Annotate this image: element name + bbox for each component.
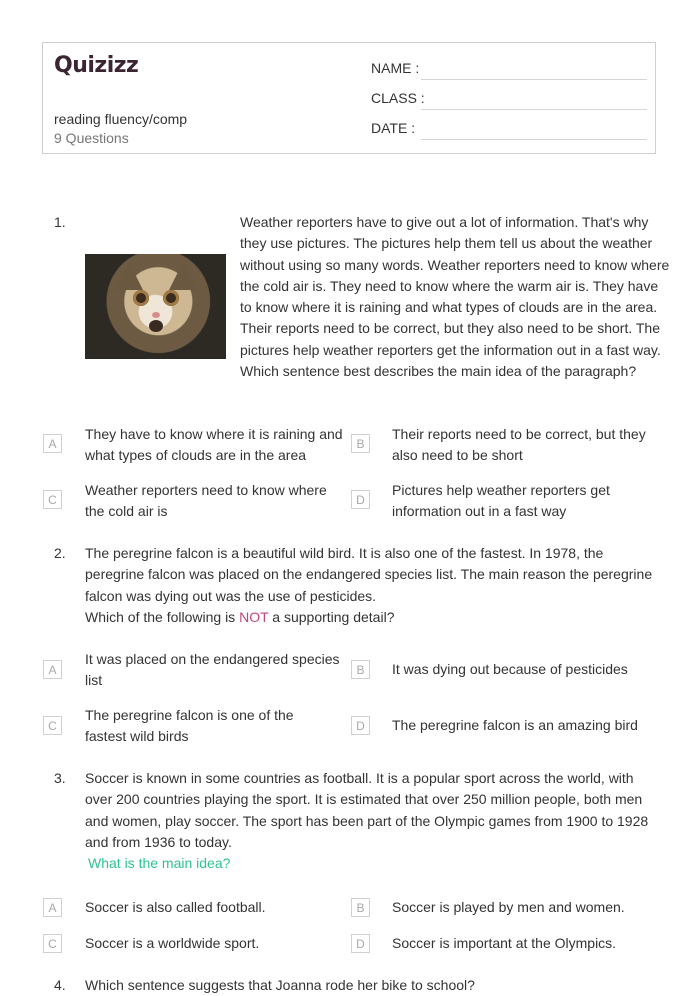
question-passage: Weather reporters have to give out a lot of information. That's why they use pictures. The pictures help them tell us about the weather without using so many words. Weather reporters need to know where the cold air is. They need to know where the warm air is. They have to know where it is raining and what types of clouds are in the area. Their reports need to be correct, but they also need to be short. The pictures help weather reporters get the information out in a fast way. (240, 214, 670, 358)
cat-ear-shape (115, 262, 143, 290)
option-text[interactable]: Soccer is a worldwide sport. (85, 935, 260, 951)
option-text[interactable]: It was dying out because of pesticides (392, 661, 628, 677)
option-text[interactable]: Soccer is important at the Olympics. (392, 935, 617, 951)
option-text[interactable]: The peregrine falcon is one of the fastest wild birds (85, 707, 294, 744)
option-letter-d[interactable]: D (351, 716, 370, 735)
option-letter-c[interactable]: C (43, 934, 62, 953)
worksheet-header (42, 42, 656, 154)
option-letter-a[interactable]: A (43, 660, 62, 679)
cat-eye-shape (133, 290, 149, 306)
question-number: 3. (54, 770, 66, 786)
question-text: Which sentence suggests that Joanna rode her bike to school? (85, 977, 475, 993)
option-text[interactable]: Soccer is played by men and women. (392, 899, 625, 915)
option-text[interactable]: Pictures help weather reporters get information out in a fast way (392, 482, 610, 519)
option-letter-b[interactable]: B (351, 660, 370, 679)
cat-eye-shape (163, 290, 179, 306)
name-label: NAME : (371, 60, 420, 76)
name-field[interactable] (371, 60, 647, 80)
class-label: CLASS : (371, 90, 425, 106)
date-label: DATE : (371, 120, 416, 136)
option-letter-d[interactable]: D (351, 490, 370, 509)
question-prompt-emphasis: NOT (239, 608, 269, 625)
cat-ear-shape (169, 262, 197, 290)
option-letter-b[interactable]: B (351, 898, 370, 917)
class-line (421, 109, 647, 110)
option-text[interactable]: It was placed on the endangered species list (85, 651, 340, 688)
date-field[interactable] (371, 120, 647, 140)
question-prompt-start: Which of the following is (85, 608, 240, 625)
class-field[interactable] (371, 90, 647, 110)
cat-nose-shape (152, 312, 160, 318)
question-text (85, 543, 660, 628)
date-line (421, 139, 647, 140)
option-letter-c[interactable]: C (43, 490, 62, 509)
option-letter-d[interactable]: D (351, 934, 370, 953)
question-passage: The peregrine falcon is a beautiful wild bird. It is also one of the fastest. In 1978, the peregrine falcon was placed on the endangered species list. The main reason the peregrine falcon was dying out was the use of pesticides. (85, 545, 653, 604)
option-text[interactable]: Weather reporters need to know where the cold air is (85, 482, 327, 519)
question-number: 4. (54, 977, 66, 993)
question-prompt: What is the main idea? (88, 855, 231, 872)
question-number: 2. (54, 545, 66, 561)
option-text[interactable]: Soccer is also called football. (85, 899, 266, 915)
option-text[interactable]: The peregrine falcon is an amazing bird (392, 717, 638, 733)
name-line (421, 79, 647, 80)
question-prompt: Which sentence best describes the main idea of the paragraph? (240, 363, 637, 380)
quizizz-logo: Quizizz (54, 53, 139, 78)
worksheet-title: reading fluency/comp (54, 111, 188, 127)
question-text (240, 212, 670, 382)
question-passage: Soccer is known in some countries as football. It is a popular sport across the world, with over 200 countries playing the sport. It is estimated that over 250 million people, both men and women, play soccer. The sport has been part of the Olympic games from 1900 to 1928 and from 1936 to today. (85, 770, 649, 850)
question-text (85, 768, 660, 874)
cat-photo-image (85, 254, 226, 359)
option-letter-a[interactable]: A (43, 898, 62, 917)
option-text[interactable]: Their reports need to be correct, but they also need to be short (392, 426, 646, 463)
cat-mouth-shape (149, 320, 163, 332)
question-number: 1. (54, 214, 66, 230)
question-prompt-end: a supporting detail? (268, 608, 395, 625)
option-letter-a[interactable]: A (43, 434, 62, 453)
option-letter-b[interactable]: B (351, 434, 370, 453)
question-count: 9 Questions (54, 130, 129, 146)
option-text[interactable]: They have to know where it is raining and what types of clouds are in the area (85, 426, 343, 463)
option-letter-c[interactable]: C (43, 716, 62, 735)
